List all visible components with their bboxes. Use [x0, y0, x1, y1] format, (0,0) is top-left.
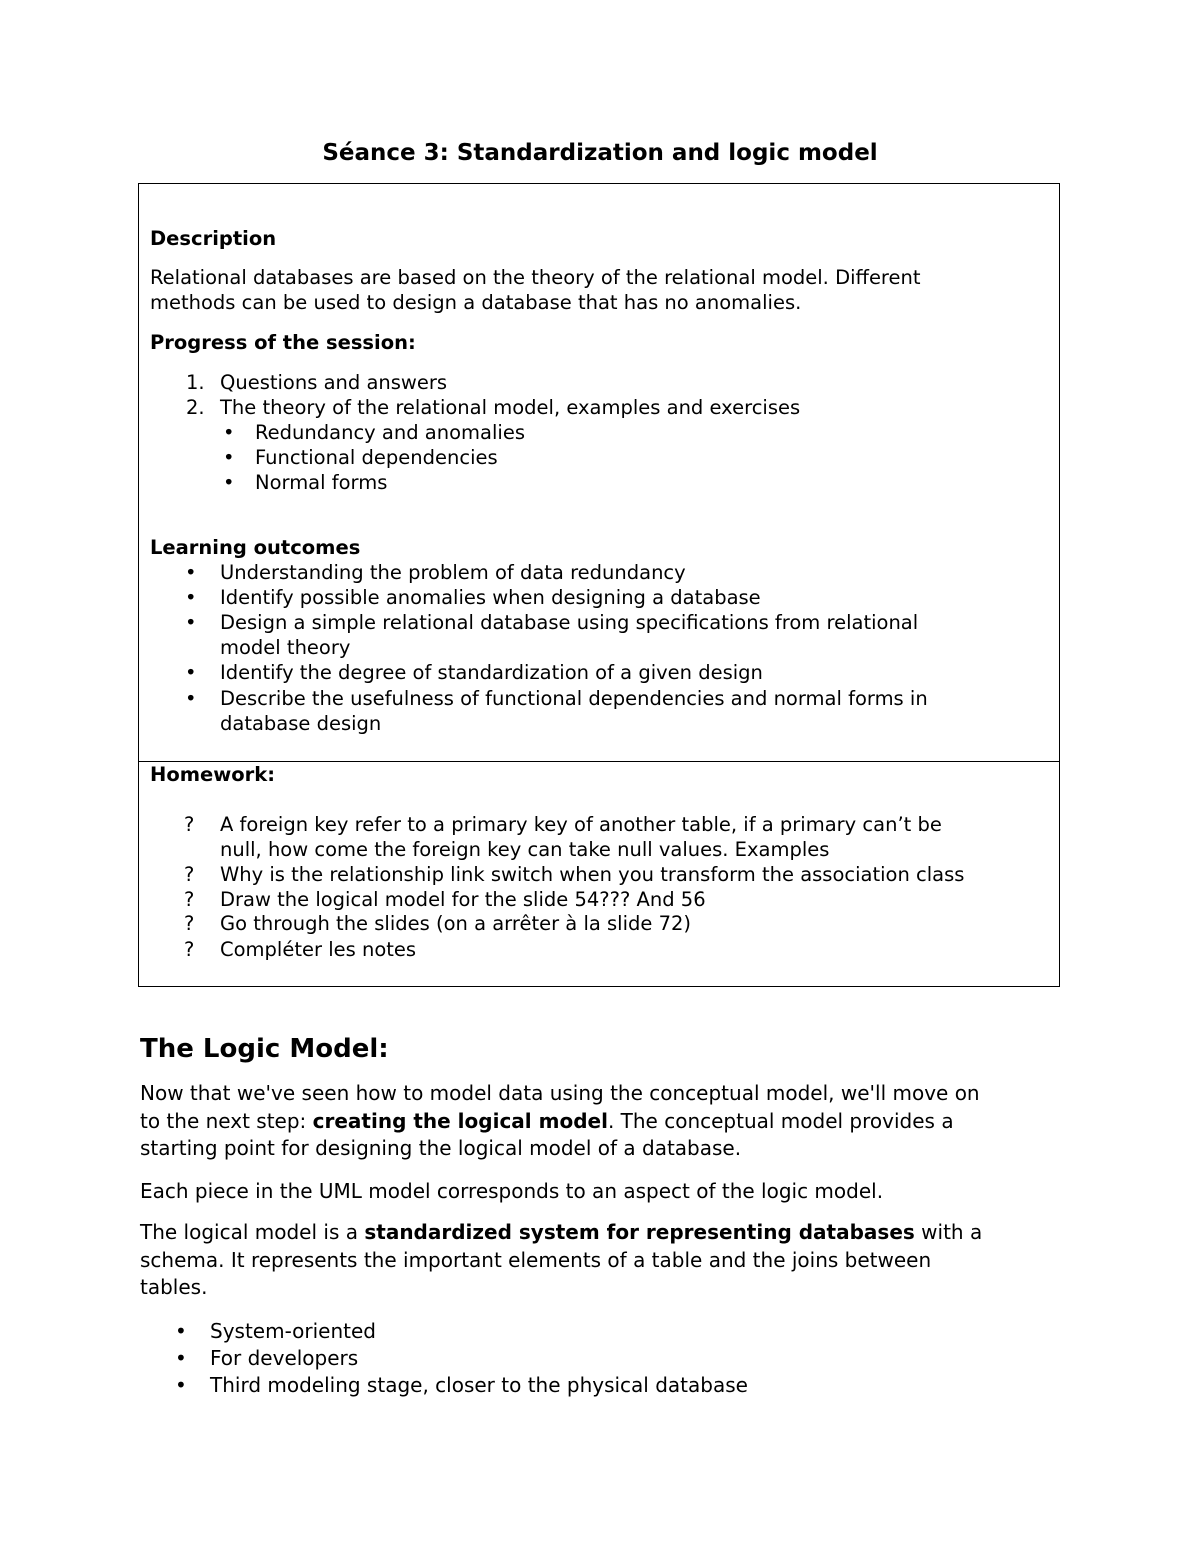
- progress-item-number: 1.: [186, 371, 205, 394]
- paragraph-line: tables.: [140, 1275, 208, 1299]
- outcome-line: database design: [220, 712, 382, 735]
- progress-subitem: Functional dependencies: [255, 446, 498, 469]
- paragraph-line: schema. It represents the important elements of a table and the joins between: [140, 1247, 932, 1272]
- box-divider: [139, 761, 1059, 762]
- outcomes-heading: Learning outcomes: [150, 536, 361, 559]
- paragraph-intro: [140, 1080, 1070, 1163]
- description-heading: Description: [150, 227, 277, 250]
- progress-item-number: 2.: [186, 396, 205, 419]
- homework-line: Compléter les notes: [220, 938, 417, 961]
- bullet-icon: •: [185, 687, 197, 710]
- question-icon: ?: [184, 863, 195, 886]
- homework-line: Draw the logical model for the slide 54??? And 56: [220, 888, 706, 911]
- description-line: methods can be used to design a database that has no anomalies.: [150, 291, 802, 314]
- outcome-line: Identify possible anomalies when designing a database: [220, 586, 761, 609]
- outcome-line: Understanding the problem of data redundancy: [220, 561, 686, 584]
- outcome-line: model theory: [220, 636, 351, 659]
- section-heading: The Logic Model:: [140, 1034, 389, 1064]
- bullet-icon: •: [175, 1373, 187, 1397]
- progress-heading: Progress of the session:: [150, 331, 416, 354]
- homework-line: A foreign key refer to a primary key of another table, if a primary can’t be: [220, 813, 942, 836]
- bullet-icon: •: [185, 561, 197, 584]
- logic-bullet-item: Third modeling stage, closer to the physical database: [210, 1373, 748, 1397]
- outcome-line: Describe the usefulness of functional dependencies and normal forms in: [220, 687, 928, 710]
- bullet-icon: •: [175, 1346, 187, 1370]
- logic-bullet-item: For developers: [210, 1346, 359, 1370]
- page-title: Séance 3: Standardization and logic model: [322, 140, 878, 166]
- bullet-icon: •: [185, 611, 197, 634]
- bullet-icon: •: [223, 446, 235, 469]
- bullet-icon: •: [223, 471, 235, 494]
- paragraph-definition: [140, 1219, 1070, 1302]
- question-icon: ?: [184, 912, 195, 935]
- question-icon: ?: [184, 813, 195, 836]
- emphasis: creating the logical model: [312, 1108, 608, 1133]
- progress-subitem: Redundancy and anomalies: [255, 421, 525, 444]
- paragraph-uml: Each piece in the UML model corresponds to an aspect of the logic model.: [140, 1179, 884, 1203]
- homework-line: Go through the slides (on a arrêter à la slide 72): [220, 912, 691, 935]
- paragraph-line: to the next step: creating the logical model. The conceptual model provides a: [140, 1108, 954, 1133]
- homework-line: Why is the relationship link switch when you transform the association class: [220, 863, 965, 886]
- outcome-line: Identify the degree of standardization of a given design: [220, 661, 763, 684]
- question-icon: ?: [184, 938, 195, 961]
- paragraph-line: Now that we've seen how to model data using the conceptual model, we'll move on: [140, 1081, 980, 1105]
- progress-subitem: Normal forms: [255, 471, 388, 494]
- bullet-icon: •: [223, 421, 235, 444]
- emphasis: standardized system for representing databases: [364, 1220, 915, 1244]
- paragraph-line: The logical model is a standardized system for representing databases with a: [140, 1220, 983, 1244]
- bullet-icon: •: [175, 1319, 187, 1343]
- progress-item: Questions and answers: [220, 371, 448, 394]
- question-icon: ?: [184, 888, 195, 911]
- paragraph-line: starting point for designing the logical model of a database.: [140, 1136, 742, 1160]
- bullet-icon: •: [185, 661, 197, 684]
- outcome-line: Design a simple relational database using specifications from relational: [220, 611, 919, 634]
- description-line: Relational databases are based on the theory of the relational model. Different: [150, 266, 921, 289]
- logic-bullet-item: System-oriented: [210, 1319, 377, 1343]
- bullet-icon: •: [185, 586, 197, 609]
- homework-line: null, how come the foreign key can take null values. Examples: [220, 838, 830, 861]
- progress-item: The theory of the relational model, examples and exercises: [220, 396, 801, 419]
- homework-heading: Homework:: [150, 763, 276, 786]
